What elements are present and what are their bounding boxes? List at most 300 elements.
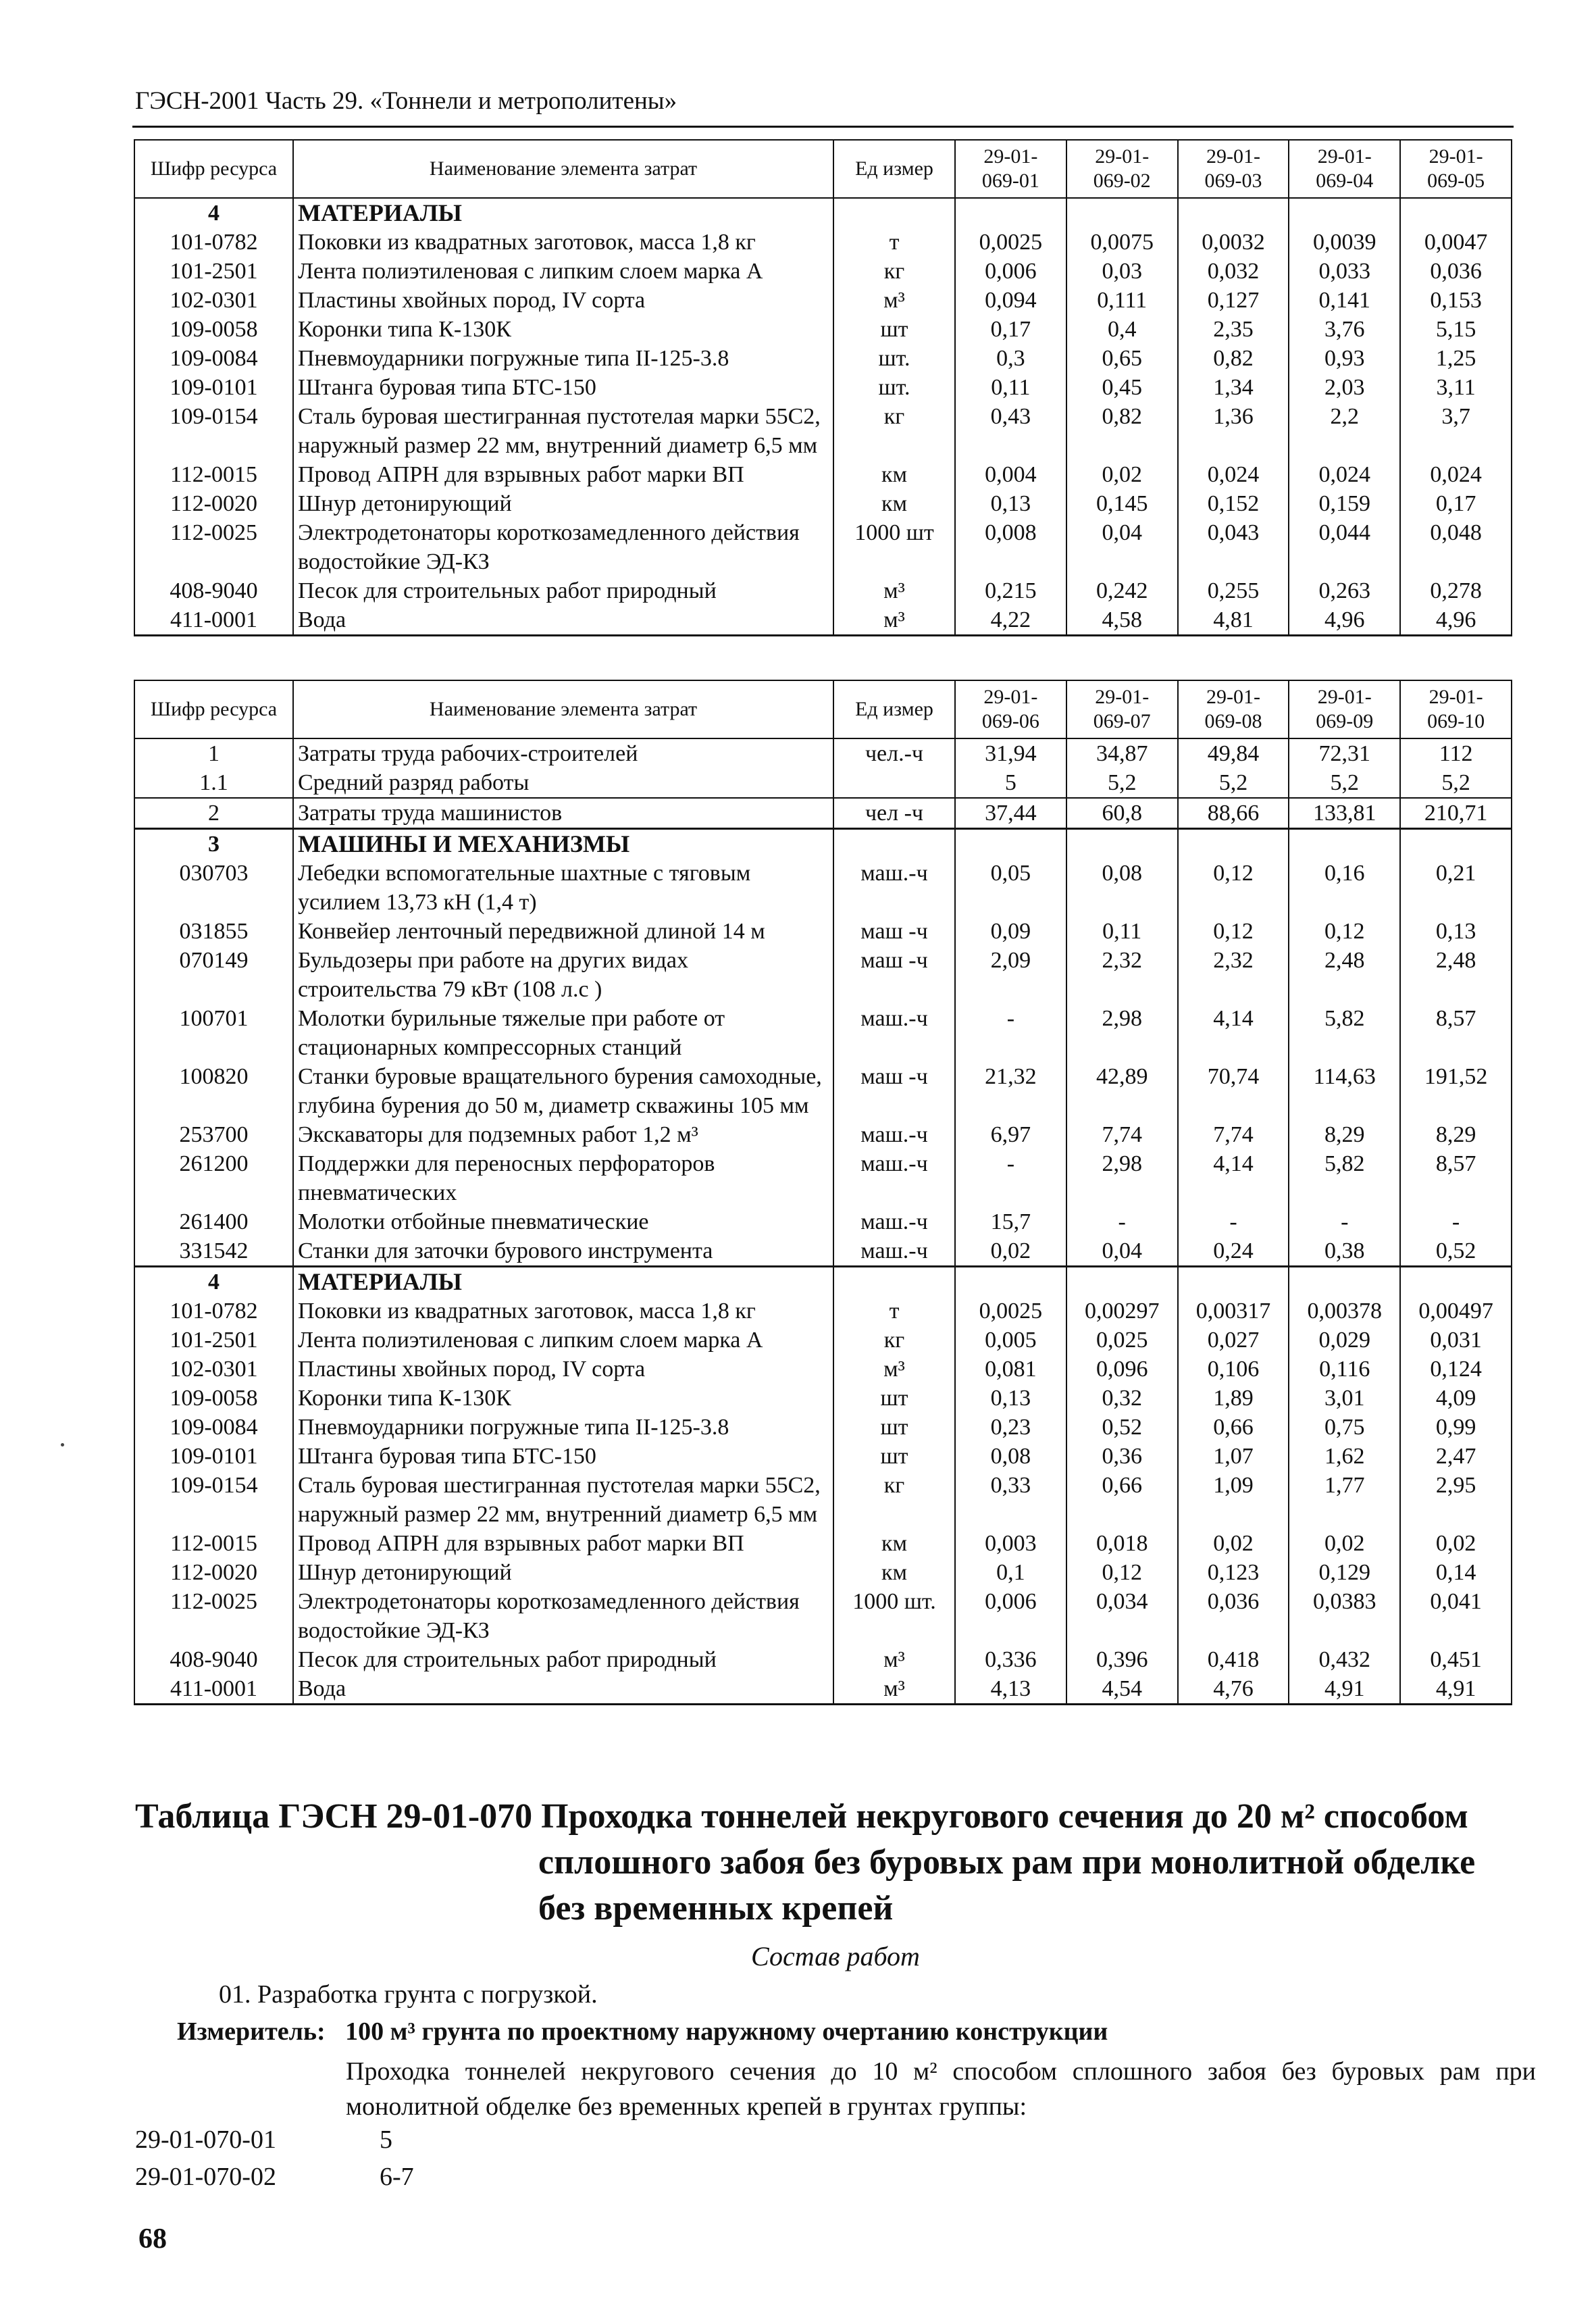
table-row — [134, 1442, 1512, 1471]
cost-element-name: Пластины хвойных пород, IV сорта — [293, 1355, 833, 1384]
norm-value — [1178, 1267, 1289, 1297]
section-row — [134, 829, 1512, 859]
resource-code: 112-0025 — [134, 518, 293, 576]
norm-value — [1178, 829, 1289, 859]
unit-of-measure: маш.-ч — [833, 1207, 955, 1236]
cost-element-name: Лебедки вспомогательные шахтные с тяговым усилием 13,73 кН (1,4 т) — [293, 859, 833, 917]
resource-code: 101-0782 — [134, 1297, 293, 1326]
norm-value: 0,66 — [1066, 1471, 1178, 1529]
norm-value: 60,8 — [1066, 798, 1178, 829]
cost-element-name: Молотки бурильные тяжелые при работе от стационарных компрессорных станций — [293, 1004, 833, 1062]
norm-value: 0,08 — [955, 1442, 1066, 1471]
cost-element-name: Шнур детонирующий — [293, 1558, 833, 1587]
table-title — [135, 1794, 1513, 1932]
unit-of-measure: кг — [833, 1326, 955, 1355]
norm-value — [1400, 829, 1512, 859]
norm-value: 0,451 — [1400, 1645, 1512, 1674]
table-row — [134, 605, 1512, 636]
cost-element-name: Средний разряд работы — [293, 768, 833, 798]
soil-group: 6-7 — [380, 2163, 414, 2191]
norm-value: 0,027 — [1178, 1326, 1289, 1355]
norm-value: 0,041 — [1400, 1587, 1512, 1645]
norm-value: 0,02 — [1178, 1529, 1289, 1558]
unit-of-measure: чел.-ч — [833, 738, 955, 768]
norm-value: 0,33 — [955, 1471, 1066, 1529]
norm-value: 34,87 — [1066, 738, 1178, 768]
norm-value: 2,2 — [1289, 402, 1400, 460]
cost-element-name: Пневмоударники погружные типа II-125-3.8 — [293, 344, 833, 373]
table-row — [134, 1413, 1512, 1442]
cost-element-name: Коронки типа К-130К — [293, 1384, 833, 1413]
norm-value: 1,89 — [1178, 1384, 1289, 1413]
table-row — [134, 1384, 1512, 1413]
table-row — [134, 1207, 1512, 1236]
norm-value: 4,96 — [1400, 605, 1512, 636]
norm-value: 0,004 — [955, 460, 1066, 489]
norm-value: 0,02 — [1289, 1529, 1400, 1558]
cost-element-name: Вода — [293, 605, 833, 636]
resource-code: 2 — [134, 798, 293, 829]
measure-value: 100 м³ грунта по проектному наружному очертанию конструкции — [345, 2017, 1108, 2046]
header-norm-code: 29-01- 069-06 — [955, 680, 1066, 738]
table-row — [134, 373, 1512, 402]
resource-code: 331542 — [134, 1236, 293, 1267]
norm-value: 0,005 — [955, 1326, 1066, 1355]
resource-code: 102-0301 — [134, 286, 293, 315]
norm-value: - — [1289, 1207, 1400, 1236]
norm-value: 0,008 — [955, 518, 1066, 576]
norm-value: 0,52 — [1400, 1236, 1512, 1267]
header-norm-code: 29-01- 069-02 — [1066, 140, 1178, 198]
unit-of-measure: маш.-ч — [833, 1120, 955, 1149]
norm-value: 3,01 — [1289, 1384, 1400, 1413]
header-resource-code: Шифр ресурса — [134, 680, 293, 738]
norm-value: 0,018 — [1066, 1529, 1178, 1558]
norm-value: 6,97 — [955, 1120, 1066, 1149]
norm-value: 0,02 — [1400, 1529, 1512, 1558]
unit-of-measure: т — [833, 228, 955, 257]
norm-value: 2,98 — [1066, 1149, 1178, 1207]
resource-code: 030703 — [134, 859, 293, 917]
unit-of-measure: шт — [833, 1442, 955, 1471]
unit-of-measure: шт — [833, 1384, 955, 1413]
norm-value: 0,036 — [1178, 1587, 1289, 1645]
unit-of-measure — [833, 829, 955, 859]
resource-code: 411-0001 — [134, 605, 293, 636]
resource-code: 109-0084 — [134, 344, 293, 373]
norm-value — [1178, 198, 1289, 228]
norm-code-row — [135, 2162, 414, 2192]
resource-code: 109-0084 — [134, 1413, 293, 1442]
header-unit: Ед измер — [833, 140, 955, 198]
cost-element-name: Лента полиэтиленовая с липким слоем марка А — [293, 1326, 833, 1355]
unit-of-measure: шт. — [833, 373, 955, 402]
norm-value: 0,0383 — [1289, 1587, 1400, 1645]
norm-value: - — [1066, 1207, 1178, 1236]
norm-value: 88,66 — [1178, 798, 1289, 829]
norm-value: 0,034 — [1066, 1587, 1178, 1645]
norm-value: 0,17 — [1400, 489, 1512, 518]
section-title: МАТЕРИАЛЫ — [293, 1267, 833, 1297]
norm-value: 2,95 — [1400, 1471, 1512, 1529]
unit-of-measure — [833, 768, 955, 798]
header-norm-code: 29-01- 069-09 — [1289, 680, 1400, 738]
norm-value: 0,02 — [955, 1236, 1066, 1267]
norm-value: 0,123 — [1178, 1558, 1289, 1587]
norm-value: 4,91 — [1289, 1674, 1400, 1705]
norm-value: 0,17 — [955, 315, 1066, 344]
table-title-line1: Таблица ГЭСН 29-01-070 Проходка тоннелей некругового сечения до 20 м² способом — [135, 1797, 1468, 1836]
unit-of-measure: кг — [833, 1471, 955, 1529]
norm-value: 0,52 — [1066, 1413, 1178, 1442]
header-resource-code: Шифр ресурса — [134, 140, 293, 198]
norm-value: 3,7 — [1400, 402, 1512, 460]
norm-value: 0,00297 — [1066, 1297, 1178, 1326]
header-cost-element: Наименование элемента затрат — [293, 680, 833, 738]
norm-value: 0,36 — [1066, 1442, 1178, 1471]
cost-element-name: Лента полиэтиленовая с липким слоем марка А — [293, 257, 833, 286]
norm-value: 0,033 — [1289, 257, 1400, 286]
norm-value: 2,09 — [955, 946, 1066, 1004]
table-row — [134, 576, 1512, 605]
resource-code: 100701 — [134, 1004, 293, 1062]
norm-value: 0,04 — [1066, 518, 1178, 576]
cost-element-name: Сталь буровая шестигранная пустотелая марки 55С2, наружный размер 22 мм, внутренний диаметр 6,5 мм — [293, 402, 833, 460]
norm-value: 0,242 — [1066, 576, 1178, 605]
unit-of-measure: м³ — [833, 286, 955, 315]
norm-value: 7,74 — [1178, 1120, 1289, 1149]
resource-code: 100820 — [134, 1062, 293, 1120]
cost-element-name: Штанга буровая типа БТС-150 — [293, 1442, 833, 1471]
norm-value: 4,96 — [1289, 605, 1400, 636]
norm-value: 8,57 — [1400, 1004, 1512, 1062]
header-rule — [132, 126, 1514, 128]
norm-value: 4,14 — [1178, 1004, 1289, 1062]
unit-of-measure: км — [833, 460, 955, 489]
unit-of-measure: км — [833, 1529, 955, 1558]
norm-value: 0,12 — [1066, 1558, 1178, 1587]
norm-value: 0,003 — [955, 1529, 1066, 1558]
table-row — [134, 1004, 1512, 1062]
table-row — [134, 1149, 1512, 1207]
norm-value: 0,16 — [1289, 859, 1400, 917]
resource-code: 070149 — [134, 946, 293, 1004]
norm-value: 0,0039 — [1289, 228, 1400, 257]
unit-of-measure: маш.-ч — [833, 1149, 955, 1207]
norm-value: 0,255 — [1178, 576, 1289, 605]
cost-element-name: Станки буровые вращательного бурения самоходные, глубина бурения до 50 м, диаметр скважины 105 мм — [293, 1062, 833, 1120]
norm-value — [1400, 1267, 1512, 1297]
norm-value: 0,23 — [955, 1413, 1066, 1442]
norm-value: 0,13 — [955, 489, 1066, 518]
resource-code: 031855 — [134, 917, 293, 946]
norm-value — [955, 829, 1066, 859]
resource-code: 101-2501 — [134, 257, 293, 286]
norm-value: 3,11 — [1400, 373, 1512, 402]
norm-value: 0,13 — [1400, 917, 1512, 946]
cost-element-name: Шнур детонирующий — [293, 489, 833, 518]
resource-code: 101-2501 — [134, 1326, 293, 1355]
cost-element-name: Штанга буровая типа БТС-150 — [293, 373, 833, 402]
norm-value: 0,036 — [1400, 257, 1512, 286]
resource-code: 112-0015 — [134, 460, 293, 489]
norm-value: 0,152 — [1178, 489, 1289, 518]
unit-of-measure: т — [833, 1297, 955, 1326]
norm-value: 0,03 — [1066, 257, 1178, 286]
unit-of-measure: шт — [833, 315, 955, 344]
table-row — [134, 460, 1512, 489]
norm-value: 0,096 — [1066, 1355, 1178, 1384]
header-cost-element: Наименование элемента затрат — [293, 140, 833, 198]
table-row — [134, 1558, 1512, 1587]
norm-value: 0,13 — [955, 1384, 1066, 1413]
norm-value: - — [1178, 1207, 1289, 1236]
norm-value: 2,48 — [1289, 946, 1400, 1004]
unit-of-measure: маш -ч — [833, 946, 955, 1004]
norm-value: 0,116 — [1289, 1355, 1400, 1384]
cost-element-name: Пневмоударники погружные типа II-125-3.8 — [293, 1413, 833, 1442]
norm-value: 0,93 — [1289, 344, 1400, 373]
cost-element-name: Песок для строительных работ природный — [293, 1645, 833, 1674]
section-row — [134, 198, 1512, 228]
cost-element-name: Провод АПРН для взрывных работ марки ВП — [293, 460, 833, 489]
norm-value: 0,032 — [1178, 257, 1289, 286]
norm-value: 5,82 — [1289, 1149, 1400, 1207]
norm-value — [1066, 198, 1178, 228]
unit-of-measure: маш -ч — [833, 917, 955, 946]
measure-line — [177, 2017, 1108, 2046]
norm-value: 0,09 — [955, 917, 1066, 946]
resource-code: 109-0154 — [134, 1471, 293, 1529]
unit-of-measure: кг — [833, 257, 955, 286]
norm-value: 4,91 — [1400, 1674, 1512, 1705]
table-row — [134, 228, 1512, 257]
norm-value: 0,02 — [1066, 460, 1178, 489]
norm-value: 8,29 — [1400, 1120, 1512, 1149]
norm-value: 31,94 — [955, 738, 1066, 768]
norm-value: 0,159 — [1289, 489, 1400, 518]
norm-value: 0,0075 — [1066, 228, 1178, 257]
table-row — [134, 1326, 1512, 1355]
norm-value: 0,00497 — [1400, 1297, 1512, 1326]
resource-code: 408-9040 — [134, 576, 293, 605]
norm-value: 2,47 — [1400, 1442, 1512, 1471]
resource-code: 253700 — [134, 1120, 293, 1149]
norm-value: 0,82 — [1178, 344, 1289, 373]
norm-value: 0,3 — [955, 344, 1066, 373]
norm-value: 2,48 — [1400, 946, 1512, 1004]
unit-of-measure: маш -ч — [833, 1062, 955, 1120]
table-header-row — [134, 680, 1512, 738]
norm-value: 4,81 — [1178, 605, 1289, 636]
norm-value: 8,29 — [1289, 1120, 1400, 1149]
norm-value: 0,145 — [1066, 489, 1178, 518]
table-row — [134, 738, 1512, 768]
resource-code: 109-0101 — [134, 373, 293, 402]
norm-value: 1,62 — [1289, 1442, 1400, 1471]
norm-value: 0,396 — [1066, 1645, 1178, 1674]
resource-code: 408-9040 — [134, 1645, 293, 1674]
unit-of-measure: маш.-ч — [833, 859, 955, 917]
norm-value: 0,106 — [1178, 1355, 1289, 1384]
cost-element-name: Станки для заточки бурового инструмента — [293, 1236, 833, 1267]
cost-element-name: Песок для строительных работ природный — [293, 576, 833, 605]
resource-code: 1.1 — [134, 768, 293, 798]
resource-code: 109-0058 — [134, 315, 293, 344]
norm-value: 5,2 — [1400, 768, 1512, 798]
resource-table-069-06-10 — [134, 680, 1512, 1705]
unit-of-measure: м³ — [833, 1674, 955, 1705]
cost-element-name: Затраты труда машинистов — [293, 798, 833, 829]
norm-value: 2,35 — [1178, 315, 1289, 344]
norm-value: 8,57 — [1400, 1149, 1512, 1207]
norm-value: 5,2 — [1066, 768, 1178, 798]
norm-value: 1,25 — [1400, 344, 1512, 373]
table-row — [134, 946, 1512, 1004]
cost-element-name: Пластины хвойных пород, IV сорта — [293, 286, 833, 315]
norm-value: 0,11 — [955, 373, 1066, 402]
cost-element-name: Сталь буровая шестигранная пустотелая марки 55С2, наружный размер 22 мм, внутренний диаметр 6,5 мм — [293, 1471, 833, 1529]
norm-value: 2,98 — [1066, 1004, 1178, 1062]
resource-code: 109-0101 — [134, 1442, 293, 1471]
cost-element-name: Бульдозеры при работе на других видах строительства 79 кВт (108 л.с ) — [293, 946, 833, 1004]
norm-value: 0,006 — [955, 257, 1066, 286]
norm-value: 0,278 — [1400, 576, 1512, 605]
norm-value: 0,38 — [1289, 1236, 1400, 1267]
composition-heading: Состав работ — [751, 1941, 920, 1971]
unit-of-measure: чел -ч — [833, 798, 955, 829]
norm-value: 0,4 — [1066, 315, 1178, 344]
resource-table-069-01-05 — [134, 139, 1512, 636]
table-row — [134, 489, 1512, 518]
norm-value: 0,025 — [1066, 1326, 1178, 1355]
norm-value — [1066, 1267, 1178, 1297]
norm-value — [955, 198, 1066, 228]
norm-value: 0,418 — [1178, 1645, 1289, 1674]
resource-code: 109-0154 — [134, 402, 293, 460]
table-row — [134, 257, 1512, 286]
norm-value: 1,09 — [1178, 1471, 1289, 1529]
resource-code: 1 — [134, 738, 293, 768]
cost-element-name: Поковки из квадратных заготовок, масса 1,8 кг — [293, 228, 833, 257]
norm-code: 29-01-070-02 — [135, 2163, 276, 2191]
norm-value: 70,74 — [1178, 1062, 1289, 1120]
resource-code: 261400 — [134, 1207, 293, 1236]
norm-value: 4,13 — [955, 1674, 1066, 1705]
norm-value: 0,048 — [1400, 518, 1512, 576]
norm-value: 2,32 — [1066, 946, 1178, 1004]
section-title: МАШИНЫ И МЕХАНИЗМЫ — [293, 829, 833, 859]
norm-value: 1,77 — [1289, 1471, 1400, 1529]
norm-value: 0,094 — [955, 286, 1066, 315]
resource-code: 112-0025 — [134, 1587, 293, 1645]
table-row — [134, 1471, 1512, 1529]
norm-value: 0,65 — [1066, 344, 1178, 373]
norm-value: 0,00317 — [1178, 1297, 1289, 1326]
norm-value: 15,7 — [955, 1207, 1066, 1236]
norm-value: 72,31 — [1289, 738, 1400, 768]
cost-element-name: Молотки отбойные пневматические — [293, 1207, 833, 1236]
unit-of-measure: 1000 шт. — [833, 1587, 955, 1645]
norm-value: 0,263 — [1289, 576, 1400, 605]
norm-value: 0,215 — [955, 576, 1066, 605]
unit-of-measure: маш.-ч — [833, 1004, 955, 1062]
cost-element-name: Электродетонаторы короткозамедленного действия водостойкие ЭД-КЗ — [293, 1587, 833, 1645]
header-norm-code: 29-01- 069-03 — [1178, 140, 1289, 198]
unit-of-measure: м³ — [833, 1355, 955, 1384]
norm-value: 0,08 — [1066, 859, 1178, 917]
cost-element-name: Экскаваторы для подземных работ 1,2 м³ — [293, 1120, 833, 1149]
norm-value — [1066, 829, 1178, 859]
table-row — [134, 768, 1512, 798]
norm-value: 4,22 — [955, 605, 1066, 636]
header-norm-code: 29-01- 069-04 — [1289, 140, 1400, 198]
norm-code-row — [135, 2125, 392, 2155]
norm-value: 0,111 — [1066, 286, 1178, 315]
norm-code: 29-01-070-01 — [135, 2126, 276, 2154]
unit-of-measure — [833, 1267, 955, 1297]
norm-value: 5,2 — [1289, 768, 1400, 798]
norm-value: - — [955, 1149, 1066, 1207]
norm-value: 210,71 — [1400, 798, 1512, 829]
norm-value: 37,44 — [955, 798, 1066, 829]
table-row — [134, 1120, 1512, 1149]
norm-value: - — [1400, 1207, 1512, 1236]
norm-value: 0,12 — [1289, 917, 1400, 946]
norm-value: 5,2 — [1178, 768, 1289, 798]
cost-element-name: Коронки типа К-130К — [293, 315, 833, 344]
norm-value: 0,04 — [1066, 1236, 1178, 1267]
resource-code: 109-0058 — [134, 1384, 293, 1413]
norm-value — [1289, 829, 1400, 859]
norm-value: 0,00378 — [1289, 1297, 1400, 1326]
resource-code: 3 — [134, 829, 293, 859]
norm-value: 1,07 — [1178, 1442, 1289, 1471]
norm-value: 21,32 — [955, 1062, 1066, 1120]
norm-value: 0,0047 — [1400, 228, 1512, 257]
norm-value: 0,006 — [955, 1587, 1066, 1645]
table-row — [134, 1297, 1512, 1326]
norm-value: 49,84 — [1178, 738, 1289, 768]
norm-value: 3,76 — [1289, 315, 1400, 344]
norm-value: 0,12 — [1178, 917, 1289, 946]
norm-value: 0,129 — [1289, 1558, 1400, 1587]
cost-element-name: Провод АПРН для взрывных работ марки ВП — [293, 1529, 833, 1558]
norm-value: 0,031 — [1400, 1326, 1512, 1355]
unit-of-measure: м³ — [833, 576, 955, 605]
table-title-line2: сплошного забоя без буровых рам при монолитной обделке без временных крепей — [538, 1843, 1476, 1928]
norm-value: 0,141 — [1289, 286, 1400, 315]
table-row — [134, 402, 1512, 460]
norm-value: 0,0032 — [1178, 228, 1289, 257]
norm-value: 112 — [1400, 738, 1512, 768]
norm-value: 0,32 — [1066, 1384, 1178, 1413]
table-row — [134, 1587, 1512, 1645]
norm-value: 5 — [955, 768, 1066, 798]
resource-code: 4 — [134, 1267, 293, 1297]
norm-value: 0,24 — [1178, 1236, 1289, 1267]
norm-value: 0,127 — [1178, 286, 1289, 315]
cost-element-name: Поддержки для переносных перфораторов пневматических — [293, 1149, 833, 1207]
header-norm-code: 29-01- 069-05 — [1400, 140, 1512, 198]
cost-element-name: Конвейер ленточный передвижной длиной 14 м — [293, 917, 833, 946]
norm-value: 0,336 — [955, 1645, 1066, 1674]
norm-value — [1289, 1267, 1400, 1297]
section-title: МАТЕРИАЛЫ — [293, 198, 833, 228]
resource-code: 112-0015 — [134, 1529, 293, 1558]
norm-value: 0,0025 — [955, 1297, 1066, 1326]
norm-value: 0,12 — [1178, 859, 1289, 917]
